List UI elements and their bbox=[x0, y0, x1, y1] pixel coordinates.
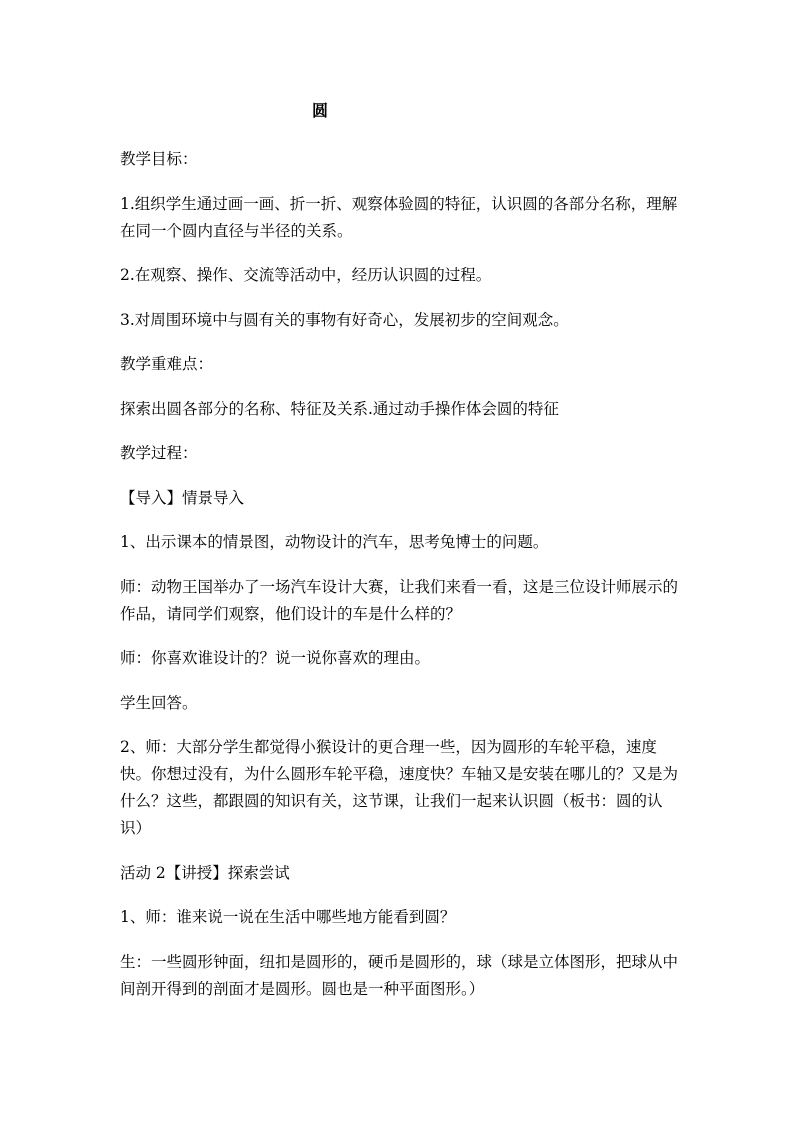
key-points-text: 探索出圆各部分的名称、特征及关系.通过动手操作体会圆的特征 bbox=[120, 399, 559, 418]
section-activity-2: 活动 2【讲授】探索尝试 bbox=[120, 863, 290, 882]
section-introduction: 【导入】情景导入 bbox=[120, 488, 245, 507]
objective-3: 3.对周围环境中与圆有关的事物有好奇心，发展初步的空间观念。 bbox=[120, 310, 569, 329]
objective-2: 2.在观察、操作、交流等活动中，经历认识圆的过程。 bbox=[120, 266, 492, 284]
paragraph-student-answer: 学生回答。 bbox=[120, 693, 198, 712]
document-body bbox=[120, 146, 680, 1020]
heading-teaching-process: 教学过程： bbox=[120, 444, 198, 462]
paragraph-teacher-question: 师：你喜欢谁设计的？说一说你喜欢的理由。 bbox=[120, 649, 431, 667]
heading-key-points: 教学重难点： bbox=[120, 355, 214, 373]
paragraph-teacher-contest: 师：动物王国举办了一场汽车设计大赛，让我们来看一看，这是三位设计师展示的作品，请同学们观察，他们设计的车是什么样的？ bbox=[120, 577, 679, 623]
page-title: 圆 bbox=[312, 101, 329, 120]
heading-teaching-objectives: 教学目标： bbox=[120, 150, 198, 168]
paragraph-wheel-discussion: 2、师：大部分学生都觉得小猴设计的更合理一些，因为圆形的车轮平稳，速度快。你想过没有，为什么圆形车轮平稳，速度快？车轴又是安装在哪儿的？又是为什么？这些，都跟圆的知识有关，这节课，让我们一起来认识圆（板书：圆的认识） bbox=[120, 738, 679, 837]
paragraph-scene-image: 1、出示课本的情景图，动物设计的汽车，思考兔博士的问题。 bbox=[120, 533, 549, 551]
paragraph-where-circles: 1、师：谁来说一说在生活中哪些地方能看到圆？ bbox=[120, 908, 456, 926]
objective-1: 1.组织学生通过画一画、折一折、观察体验圆的特征，认识圆的各部分名称，理解在同一个圆内直径与半径的关系。 bbox=[120, 194, 678, 240]
paragraph-student-examples: 生：一些圆形钟面，纽扣是圆形的，硬币是圆形的，球（球是立体图形，把球从中间剖开得到的剖面才是圆形。圆也是一种平面图形。） bbox=[120, 952, 679, 998]
